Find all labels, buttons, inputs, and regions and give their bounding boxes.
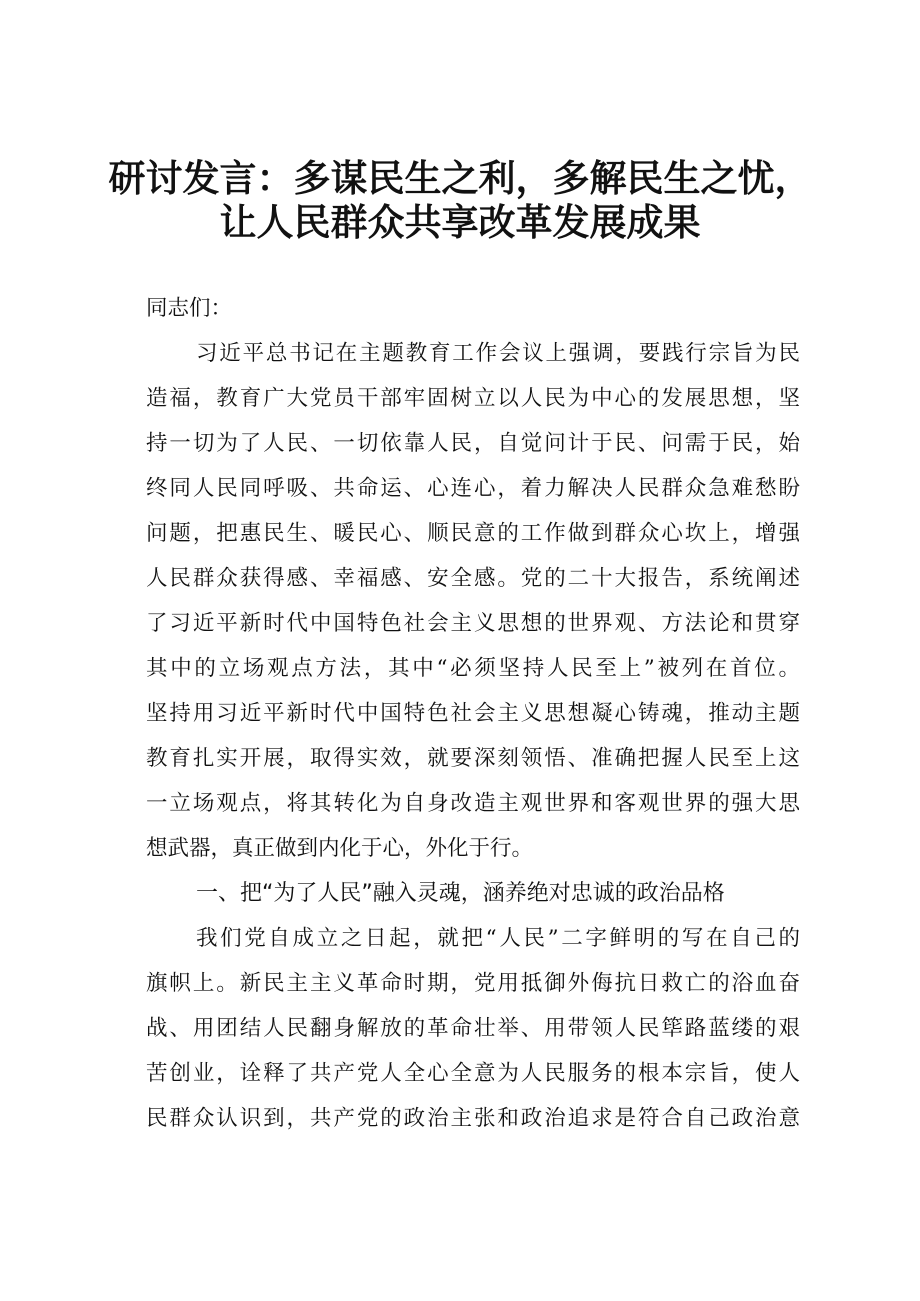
paragraph-2-line: 民群众认识到，共产党的政治主张和政治追求是符合自己政治意 bbox=[146, 1106, 800, 1131]
paragraph-2-line: 旗帜上。新民主主义革命时期，党用抵御外侮抗日救亡的浴血奋 bbox=[146, 971, 800, 996]
paragraph-1-line: 习近平总书记在主题教育工作会议上强调，要践行宗旨为民 bbox=[196, 341, 800, 366]
paragraph-1-line: 教育扎实开展，取得实效，就要深刻领悟、准确把握人民至上这 bbox=[146, 746, 800, 771]
paragraph-2-line: 我们党自成立之日起，就把“人民”二字鲜明的写在自己的 bbox=[196, 926, 800, 951]
paragraph-1-line: 一立场观点，将其转化为自身改造主观世界和客观世界的强大思 bbox=[146, 791, 800, 816]
paragraph-2-line: 苦创业，诠释了共产党人全心全意为人民服务的根本宗旨，使人 bbox=[146, 1061, 800, 1086]
paragraph-1-line: 持一切为了人民、一切依靠人民，自觉问计于民、问需于民，始 bbox=[146, 431, 800, 456]
paragraph-1-line: 想武器，真正做到内化于心，外化于行。 bbox=[146, 836, 534, 861]
paragraph-1-line: 坚持用习近平新时代中国特色社会主义思想凝心铸魂，推动主题 bbox=[146, 701, 800, 726]
salutation: 同志们： bbox=[146, 296, 233, 321]
document-title-line-2: 让人民群众共享改革发展成果 bbox=[219, 200, 701, 244]
section-heading-1: 一、把“为了人民”融入灵魂，涵养绝对忠诚的政治品格 bbox=[196, 881, 725, 906]
document-title-line-1: 研讨发言：多谋民生之利，多解民生之忧， bbox=[108, 156, 812, 200]
paragraph-1-line: 人民群众获得感、幸福感、安全感。党的二十大报告，系统阐述 bbox=[146, 566, 800, 591]
paragraph-1-line: 问题，把惠民生、暖民心、顺民意的工作做到群众心坎上，增强 bbox=[146, 521, 800, 546]
paragraph-1-line: 终同人民同呼吸、共命运、心连心，着力解决人民群众急难愁盼 bbox=[146, 476, 800, 501]
paragraph-1-line: 造福，教育广大党员干部牢固树立以人民为中心的发展思想，坚 bbox=[146, 386, 800, 411]
paragraph-2-line: 战、用团结人民翻身解放的革命壮举、用带领人民筚路蓝缕的艰 bbox=[146, 1016, 800, 1041]
paragraph-1-line: 了习近平新时代中国特色社会主义思想的世界观、方法论和贯穿 bbox=[146, 611, 800, 636]
paragraph-1-line: 其中的立场观点方法，其中“必须坚持人民至上”被列在首位。 bbox=[146, 656, 800, 681]
